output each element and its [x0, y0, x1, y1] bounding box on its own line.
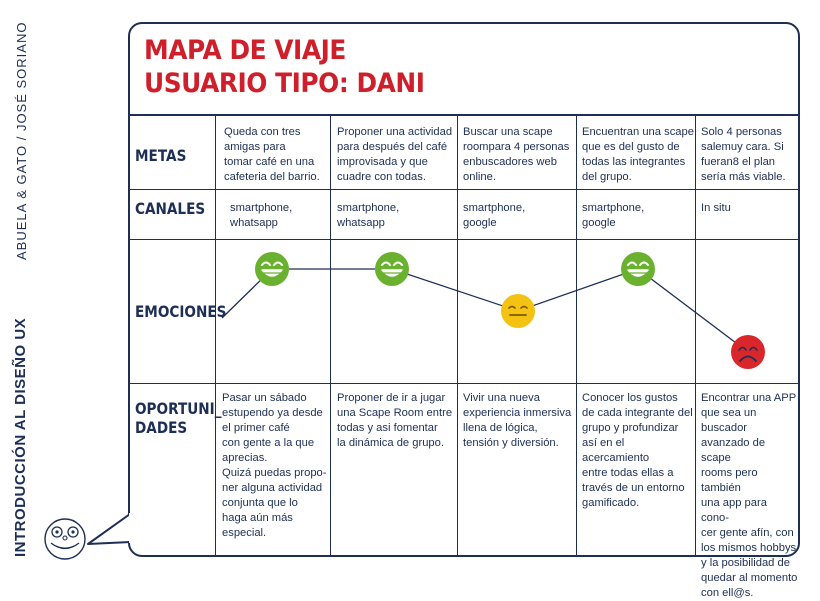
canales-cell-2: smartphone, whatsapp: [337, 202, 400, 229]
oportunidades-cell-5: Encontrar una APP que sea un buscador avanzado de scape rooms pero también una app para cono- cer gente afín, con los mismos hobbys y la posibilidad de quedar al momento con ell@s.: [701, 392, 798, 599]
metas-cell-5: Solo 4 personas salemuy cara. Si fueran8 el plan sería más viable.: [701, 126, 786, 183]
title-line-2: USUARIO TIPO: DANI: [144, 68, 425, 99]
page-title: [144, 34, 425, 100]
canales-cell-4: smartphone, google: [582, 202, 645, 229]
column-divider: [330, 115, 331, 556]
row-label-canales: CANALES: [135, 199, 206, 218]
speech-bubble-tail: [86, 512, 132, 548]
metas-cell-4: Encuentran una scape que es del gusto de todas las integrantes del grupo.: [582, 126, 694, 183]
grandma-cat-logo-icon: [42, 516, 88, 562]
row-label-oportunidades-line1: OPORTUNI_: [135, 399, 222, 418]
row-label-emociones: EMOCIONES: [135, 302, 227, 321]
canales-cell-1: smartphone, whatsapp: [230, 202, 293, 229]
metas-cell-1: Queda con tres amigas para tomar café en una cafeteria del barrio.: [224, 126, 320, 183]
column-divider: [695, 115, 696, 556]
metas-cell-3: Buscar una scape roompara 4 personas enbuscadores web online.: [463, 126, 570, 183]
row-label-metas: METAS: [135, 146, 187, 165]
oportunidades-cell-2: Proponer de ir a jugar una Scape Room entre todas y asi fomentar la dinámica de grupo.: [337, 392, 453, 449]
column-divider: [215, 115, 216, 556]
oportunidades-cell-4: Conocer los gustos de cada integrante del grupo y profundizar así en el acercamiento entre todas ellas a través de un entorno gamificado.: [582, 392, 693, 509]
oportunidades-cell-1: Pasar un sábado estupendo ya desde el primer café con gente a la que aprecias. Quizá puedas propo- ner alguna actividad conjunta que lo haga aún más especial.: [222, 392, 327, 539]
metas-cell-2: Proponer una actividad para después del café improvisada y que cuadre con todas.: [337, 126, 453, 183]
column-divider: [576, 115, 577, 556]
canales-cell-5: In situ: [701, 202, 731, 214]
row-label-oportunidades-line2: DADES: [135, 418, 188, 437]
author-credit: [6, 20, 40, 260]
author-credit-text: ABUELA & GATO / JOSÉ SORIANO: [14, 21, 29, 260]
row-label-oportunidades: [135, 399, 222, 437]
divider-canales: [129, 239, 799, 240]
title-line-1: MAPA DE VIAJE: [144, 35, 346, 66]
divider-metas: [129, 189, 799, 190]
course-title: [6, 300, 40, 560]
column-divider: [457, 115, 458, 556]
oportunidades-cell-3: Vivir una nueva experiencia inmersiva llena de lógica, tensión y diversión.: [463, 392, 572, 449]
divider-emociones: [129, 383, 799, 384]
course-title-text: INTRODUCCIÓN AL DISEÑO UX: [12, 317, 29, 557]
divider-title: [129, 114, 799, 116]
canales-cell-3: smartphone, google: [463, 202, 526, 229]
